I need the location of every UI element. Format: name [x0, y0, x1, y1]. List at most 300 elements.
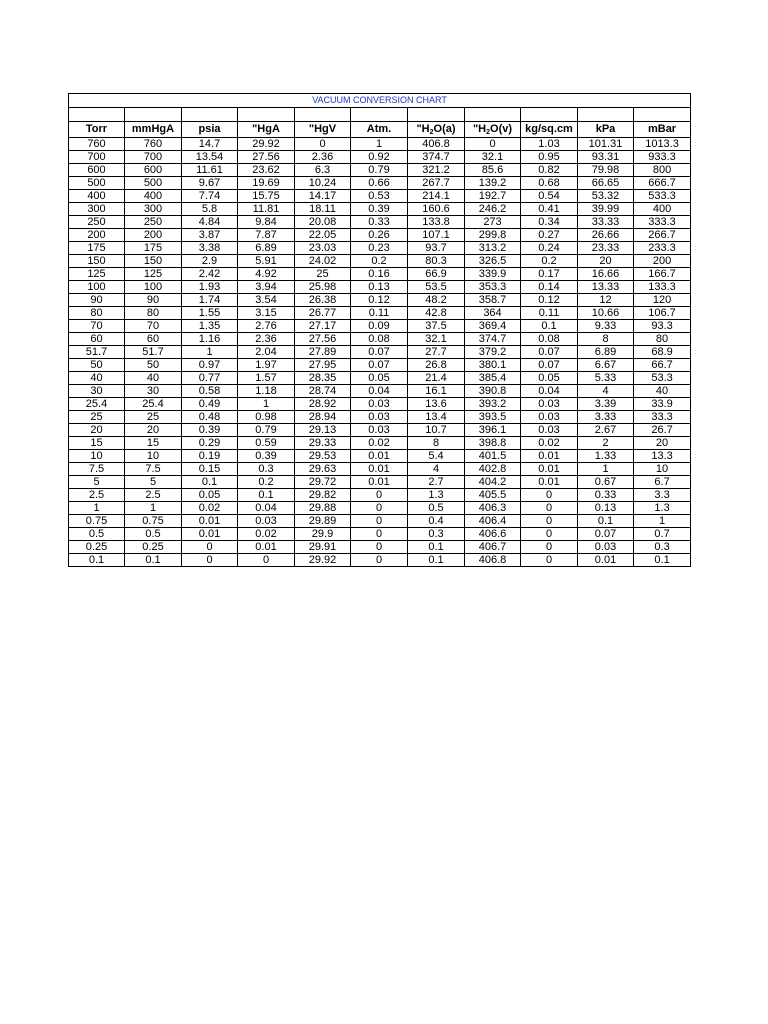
table-cell: 2.42 [182, 268, 238, 281]
table-cell: 1 [238, 398, 295, 411]
table-cell: 0.07 [351, 346, 408, 359]
table-row [69, 489, 691, 502]
table-cell: 0.11 [351, 307, 408, 320]
table-cell: 404.2 [465, 476, 521, 489]
table-cell: 80 [125, 307, 182, 320]
table-cell: 175 [69, 242, 125, 255]
table-row [69, 281, 691, 294]
blank-cell [238, 108, 295, 122]
table-cell: 0.03 [521, 424, 578, 437]
table-cell: 0.1 [182, 476, 238, 489]
table-cell: 0 [521, 515, 578, 528]
table-cell: 0.09 [351, 320, 408, 333]
table-cell: 0.33 [578, 489, 634, 502]
table-cell: 0.2 [238, 476, 295, 489]
table-cell: 0.05 [182, 489, 238, 502]
table-cell: 0.05 [351, 372, 408, 385]
table-cell: 0.3 [408, 528, 465, 541]
table-cell: 13.3 [634, 450, 691, 463]
table-cell: 26.77 [295, 307, 351, 320]
table-cell: 0.1 [578, 515, 634, 528]
table-cell: 4 [578, 385, 634, 398]
table-cell: 5 [69, 476, 125, 489]
table-row [69, 320, 691, 333]
table-cell: 379.2 [465, 346, 521, 359]
table-row [69, 164, 691, 177]
table-cell: 10.7 [408, 424, 465, 437]
table-cell: 29.92 [238, 138, 295, 151]
table-row [69, 255, 691, 268]
table-cell: 406.6 [465, 528, 521, 541]
table-row [69, 437, 691, 450]
table-cell: 0.01 [238, 541, 295, 554]
table-cell: 80 [69, 307, 125, 320]
column-header-label: "H [472, 123, 487, 135]
table-cell: 0 [521, 554, 578, 567]
table-cell: 250 [125, 216, 182, 229]
table-cell: 139.2 [465, 177, 521, 190]
column-header [182, 122, 238, 138]
table-cell: 1.97 [238, 359, 295, 372]
table-cell: 15 [69, 437, 125, 450]
table-cell: 0.1 [69, 554, 125, 567]
table-cell: 29.92 [295, 554, 351, 567]
table-cell: 0.01 [521, 463, 578, 476]
table-cell: 2.36 [295, 151, 351, 164]
table-cell: 0 [465, 138, 521, 151]
table-cell: 0 [521, 502, 578, 515]
table-cell: 300 [125, 203, 182, 216]
table-cell: 400 [125, 190, 182, 203]
table-cell: 7.5 [125, 463, 182, 476]
blank-cell [125, 108, 182, 122]
table-cell: 0.5 [69, 528, 125, 541]
table-cell: 133.3 [634, 281, 691, 294]
table-cell: 9.33 [578, 320, 634, 333]
column-header-label: mmHgA [131, 123, 175, 135]
table-cell: 2.36 [238, 333, 295, 346]
table-cell: 66.9 [408, 268, 465, 281]
table-cell: 20 [69, 424, 125, 437]
table-row [69, 424, 691, 437]
table-cell: 402.8 [465, 463, 521, 476]
table-cell: 0.41 [521, 203, 578, 216]
table-row [69, 450, 691, 463]
table-cell: 18.11 [295, 203, 351, 216]
table-cell: 0.01 [521, 476, 578, 489]
table-cell: 1.57 [238, 372, 295, 385]
table-cell: 29.88 [295, 502, 351, 515]
table-cell: 30 [69, 385, 125, 398]
table-cell: 14.7 [182, 138, 238, 151]
table-cell: 25 [125, 411, 182, 424]
table-cell: 0.26 [351, 229, 408, 242]
table-cell: 15.75 [238, 190, 295, 203]
table-cell: 406.8 [408, 138, 465, 151]
table-cell: 0.03 [351, 411, 408, 424]
column-header [238, 122, 295, 138]
table-cell: 406.4 [465, 515, 521, 528]
table-cell: 0.16 [351, 268, 408, 281]
blank-cell [295, 108, 351, 122]
table-cell: 70 [125, 320, 182, 333]
table-cell: 364 [465, 307, 521, 320]
table-cell: 214.1 [408, 190, 465, 203]
column-header-label-suffix: O(a) [433, 123, 456, 135]
table-cell: 380.1 [465, 359, 521, 372]
table-cell: 160.6 [408, 203, 465, 216]
column-header-label: kPa [595, 123, 616, 135]
table-cell: 120 [634, 294, 691, 307]
table-cell: 0 [182, 541, 238, 554]
table-cell: 13.4 [408, 411, 465, 424]
table-cell: 1 [69, 502, 125, 515]
blank-cell [521, 108, 578, 122]
table-cell: 3.54 [238, 294, 295, 307]
table-cell: 27.89 [295, 346, 351, 359]
table-cell: 33.9 [634, 398, 691, 411]
table-cell: 0.92 [351, 151, 408, 164]
table-cell: 28.35 [295, 372, 351, 385]
column-header-subscript: 2 [486, 129, 491, 136]
table-cell: 393.2 [465, 398, 521, 411]
table-cell: 22.05 [295, 229, 351, 242]
table-cell: 21.4 [408, 372, 465, 385]
table-cell: 85.6 [465, 164, 521, 177]
table-cell: 125 [69, 268, 125, 281]
table-cell: 25 [69, 411, 125, 424]
table-cell: 5.4 [408, 450, 465, 463]
table-cell: 15 [125, 437, 182, 450]
table-cell: 32.1 [465, 151, 521, 164]
table-cell: 10 [125, 450, 182, 463]
table-cell: 0.01 [351, 450, 408, 463]
table-row [69, 216, 691, 229]
table-cell: 0.79 [351, 164, 408, 177]
column-header-row [69, 122, 691, 138]
table-cell: 53.32 [578, 190, 634, 203]
table-cell: 53.3 [634, 372, 691, 385]
table-cell: 1 [578, 463, 634, 476]
table-cell: 0.97 [182, 359, 238, 372]
table-cell: 0.1 [521, 320, 578, 333]
table-cell: 0 [238, 554, 295, 567]
table-cell: 0 [351, 528, 408, 541]
table-cell: 4.92 [238, 268, 295, 281]
column-header [634, 122, 691, 138]
table-cell: 1.3 [634, 502, 691, 515]
table-cell: 175 [125, 242, 182, 255]
column-header-label: "HgA [252, 123, 280, 135]
table-cell: 6.89 [578, 346, 634, 359]
table-cell: 2.67 [578, 424, 634, 437]
column-header-label: kg/sq.cm [525, 123, 573, 135]
table-row [69, 502, 691, 515]
table-cell: 26.38 [295, 294, 351, 307]
table-cell: 0.5 [408, 502, 465, 515]
table-cell: 0.98 [238, 411, 295, 424]
column-header-subscript: 2 [429, 129, 434, 136]
table-cell: 0.75 [125, 515, 182, 528]
table-row [69, 411, 691, 424]
table-cell: 25.98 [295, 281, 351, 294]
table-cell: 393.5 [465, 411, 521, 424]
table-cell: 2.9 [182, 255, 238, 268]
table-row [69, 346, 691, 359]
table-cell: 0.3 [634, 541, 691, 554]
table-cell: 70 [69, 320, 125, 333]
table-cell: 32.1 [408, 333, 465, 346]
table-row [69, 515, 691, 528]
table-cell: 53.5 [408, 281, 465, 294]
table-cell: 23.62 [238, 164, 295, 177]
table-cell: 666.7 [634, 177, 691, 190]
table-cell: 27.7 [408, 346, 465, 359]
table-cell: 0 [351, 515, 408, 528]
table-cell: 25.4 [125, 398, 182, 411]
table-cell: 0.03 [521, 398, 578, 411]
table-cell: 50 [125, 359, 182, 372]
column-header [578, 122, 634, 138]
table-cell: 29.9 [295, 528, 351, 541]
table-cell: 29.63 [295, 463, 351, 476]
table-cell: 28.74 [295, 385, 351, 398]
blank-row [69, 108, 691, 122]
table-cell: 0.08 [351, 333, 408, 346]
table-cell: 0.39 [238, 450, 295, 463]
table-cell: 133.8 [408, 216, 465, 229]
table-cell: 0.12 [521, 294, 578, 307]
table-cell: 2.7 [408, 476, 465, 489]
table-cell: 0.03 [578, 541, 634, 554]
table-cell: 125 [125, 268, 182, 281]
table-cell: 0.25 [125, 541, 182, 554]
table-cell: 5.33 [578, 372, 634, 385]
table-cell: 23.33 [578, 242, 634, 255]
table-cell: 90 [125, 294, 182, 307]
table-cell: 0.01 [578, 554, 634, 567]
table-cell: 406.7 [465, 541, 521, 554]
table-cell: 0.1 [238, 489, 295, 502]
table-cell: 233.3 [634, 242, 691, 255]
table-cell: 100 [125, 281, 182, 294]
table-cell: 29.89 [295, 515, 351, 528]
table-cell: 0.48 [182, 411, 238, 424]
table-cell: 0.01 [351, 463, 408, 476]
table-cell: 13.6 [408, 398, 465, 411]
blank-cell [351, 108, 408, 122]
column-header [465, 122, 521, 138]
table-cell: 0.59 [238, 437, 295, 450]
table-cell: 51.7 [125, 346, 182, 359]
table-row [69, 463, 691, 476]
table-cell: 0.4 [408, 515, 465, 528]
table-cell: 13.33 [578, 281, 634, 294]
table-cell: 933.3 [634, 151, 691, 164]
table-cell: 0.07 [521, 346, 578, 359]
table-cell: 5 [125, 476, 182, 489]
table-cell: 0.04 [238, 502, 295, 515]
table-cell: 0.82 [521, 164, 578, 177]
table-cell: 20.08 [295, 216, 351, 229]
table-cell: 0.02 [238, 528, 295, 541]
table-cell: 0 [295, 138, 351, 151]
table-cell: 0 [351, 554, 408, 567]
table-cell: 0.3 [238, 463, 295, 476]
table-cell: 39.99 [578, 203, 634, 216]
table-row [69, 242, 691, 255]
table-cell: 1 [351, 138, 408, 151]
column-header [521, 122, 578, 138]
table-cell: 401.5 [465, 450, 521, 463]
table-cell: 0.39 [182, 424, 238, 437]
table-cell: 28.92 [295, 398, 351, 411]
table-cell: 1.93 [182, 281, 238, 294]
table-cell: 0.79 [238, 424, 295, 437]
blank-cell [69, 108, 125, 122]
table-cell: 0.12 [351, 294, 408, 307]
table-cell: 0 [521, 528, 578, 541]
table-row [69, 476, 691, 489]
table-cell: 25.4 [69, 398, 125, 411]
table-cell: 0.13 [351, 281, 408, 294]
table-cell: 0.2 [521, 255, 578, 268]
table-cell: 0.01 [351, 476, 408, 489]
table-cell: 1 [125, 502, 182, 515]
table-cell: 5.8 [182, 203, 238, 216]
table-cell: 0.04 [351, 385, 408, 398]
table-cell: 23.03 [295, 242, 351, 255]
table-row [69, 229, 691, 242]
table-cell: 0.07 [521, 359, 578, 372]
column-header [351, 122, 408, 138]
table-cell: 3.94 [238, 281, 295, 294]
table-cell: 6.3 [295, 164, 351, 177]
table-cell: 25 [295, 268, 351, 281]
column-header-label: mBar [647, 123, 677, 135]
table-cell: 40 [125, 372, 182, 385]
table-cell: 2.5 [125, 489, 182, 502]
table-cell: 0.24 [521, 242, 578, 255]
table-cell: 1.33 [578, 450, 634, 463]
table-cell: 0.75 [69, 515, 125, 528]
table-cell: 29.13 [295, 424, 351, 437]
table-cell: 20 [634, 437, 691, 450]
table-cell: 390.8 [465, 385, 521, 398]
table-cell: 93.7 [408, 242, 465, 255]
table-cell: 333.3 [634, 216, 691, 229]
table-cell: 13.54 [182, 151, 238, 164]
table-cell: 28.94 [295, 411, 351, 424]
column-header [69, 122, 125, 138]
table-row [69, 333, 691, 346]
table-cell: 1.74 [182, 294, 238, 307]
table-cell: 600 [125, 164, 182, 177]
table-cell: 0.1 [125, 554, 182, 567]
table-cell: 24.02 [295, 255, 351, 268]
table-cell: 90 [69, 294, 125, 307]
table-cell: 0.66 [351, 177, 408, 190]
table-cell: 0.29 [182, 437, 238, 450]
table-row [69, 268, 691, 281]
table-cell: 0.03 [238, 515, 295, 528]
blank-cell [578, 108, 634, 122]
table-cell: 313.2 [465, 242, 521, 255]
table-cell: 326.5 [465, 255, 521, 268]
table-row [69, 554, 691, 567]
table-cell: 68.9 [634, 346, 691, 359]
table-cell: 0 [351, 541, 408, 554]
table-cell: 27.17 [295, 320, 351, 333]
table-cell: 0 [521, 489, 578, 502]
table-row [69, 138, 691, 151]
table-cell: 40 [634, 385, 691, 398]
table-cell: 0 [521, 541, 578, 554]
table-cell: 0.1 [634, 554, 691, 567]
blank-cell [182, 108, 238, 122]
table-cell: 50 [69, 359, 125, 372]
table-cell: 2.5 [69, 489, 125, 502]
table-cell: 10 [69, 450, 125, 463]
table-cell: 0 [351, 502, 408, 515]
table-cell: 374.7 [465, 333, 521, 346]
column-header [295, 122, 351, 138]
table-cell: 1.3 [408, 489, 465, 502]
table-cell: 200 [634, 255, 691, 268]
table-cell: 200 [69, 229, 125, 242]
table-cell: 80 [634, 333, 691, 346]
table-cell: 20 [125, 424, 182, 437]
vacuum-conversion-sheet [68, 93, 690, 567]
table-cell: 0.11 [521, 307, 578, 320]
table-row [69, 203, 691, 216]
table-row [69, 398, 691, 411]
table-row [69, 385, 691, 398]
table-cell: 374.7 [408, 151, 465, 164]
table-cell: 4.84 [182, 216, 238, 229]
table-row [69, 294, 691, 307]
table-cell: 3.87 [182, 229, 238, 242]
table-cell: 66.65 [578, 177, 634, 190]
table-row [69, 307, 691, 320]
table-cell: 760 [125, 138, 182, 151]
table-cell: 0.03 [351, 398, 408, 411]
table-cell: 1.35 [182, 320, 238, 333]
table-cell: 2.76 [238, 320, 295, 333]
table-cell: 48.2 [408, 294, 465, 307]
table-cell: 14.17 [295, 190, 351, 203]
table-cell: 4 [408, 463, 465, 476]
table-cell: 0.04 [521, 385, 578, 398]
table-cell: 33.33 [578, 216, 634, 229]
table-cell: 0.1 [408, 554, 465, 567]
table-cell: 7.87 [238, 229, 295, 242]
table-cell: 100 [69, 281, 125, 294]
table-cell: 0.02 [182, 502, 238, 515]
table-cell: 6.89 [238, 242, 295, 255]
table-cell: 0.68 [521, 177, 578, 190]
table-cell: 2.04 [238, 346, 295, 359]
table-cell: 0.03 [351, 424, 408, 437]
table-cell: 0.13 [578, 502, 634, 515]
blank-cell [465, 108, 521, 122]
table-cell: 0.08 [521, 333, 578, 346]
table-cell: 10.66 [578, 307, 634, 320]
table-cell: 93.3 [634, 320, 691, 333]
table-cell: 299.8 [465, 229, 521, 242]
table-cell: 0.1 [408, 541, 465, 554]
column-header-label: "HgV [308, 123, 337, 135]
